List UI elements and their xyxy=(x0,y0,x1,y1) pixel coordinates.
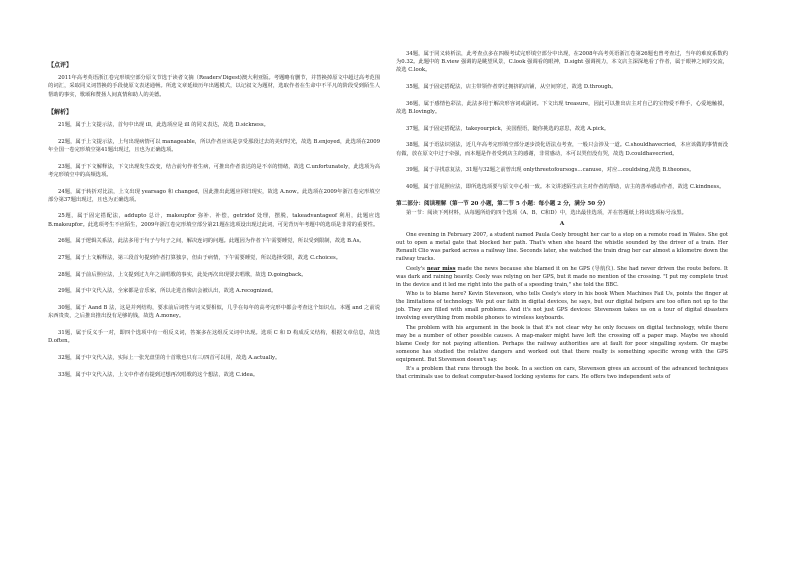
analysis-item-32: 32题，属于中文代入法，实际上一张光盘里的十首歌也只有三/四首可以用，故选 A.actually。 xyxy=(58,354,281,361)
passage-paragraph xyxy=(396,265,728,289)
analysis-item-35: 35题，属于固定搭配法，店主带领作者穿过拥挤的店铺，从空间穿过，故选 D.through。 xyxy=(406,84,617,91)
passage-paragraph: One evening in February 2007, a student named Paula Ceely brought her car to a stop on a remote road in Wales. She got out to open a metal gate that blocked her path. That's when she heard the whistle sounded by the driver of a train. Her Renault Clio was parked across a railway line. Seconds later, she watched the train drag her car almost a kilometre down the railway tracks. xyxy=(396,232,728,263)
passage-paragraph: It's a problem that runs through the book. In a section on cars, Stevenson gives an account of the advanced techniques that criminals use to defeat computer-based locking systems for cars. He offers two independent sets of xyxy=(396,366,728,381)
passage-paragraph: Who is to blame here? Kevin Stevenson, who tells Ceely's story in his book When Machines Fail Us, points the finger at the limitations of technology. We put our faith in digital devices, he says, but our digital helpers are too often not up to the job. They are filled with small problems. And it's not just GPS devices: Stevenson takes us on a tour of digital disasters involving everything from mobile phones to wireless keyboards. xyxy=(396,291,728,322)
analysis-item-21: 21题，属于上文提示法，首句中出现 ill，此选项应是 ill 的同义表达，故选 D.sickness。 xyxy=(58,122,269,129)
passage-text: Ceely's xyxy=(406,265,427,272)
analysis-item-30: 30题，属于 Aand B 法，这是并列结构，要求前后词性与词义要相似，几乎在每年的高考完形中都会考查这个知识点。本题 and 之前说东西贵贵，之后推出推出没有足够的钱，故选 A.money。 xyxy=(48,305,380,320)
analysis-item-38: 38题，属于语法识别法，近几年高考完形填空部分逐步淡化语法点考查，一般只会涉及一道。C.shouldhavecried，本应该做的事情而没有做，放在原文中过于牵强，而本题是作者受到店主的感谢，非常感动，本可以哭但没有哭，故选 D.couldhavecried。 xyxy=(396,142,728,157)
analysis-item-37: 37题，属于固定搭配法，takeyourpick，美国俚语，随你挑选的意思，故选 A.pick。 xyxy=(406,125,610,132)
analysis-item-36: 36题，属于感情色彩法，此法多用于解决形容词或副词。下文出现 treasure，因此可以推出店主对自己的宝物爱不释手，心爱地触摸，故选 B.lovingly。 xyxy=(396,100,728,116)
analysis-item-33: 33题，属于中文代入法，上文中作者有提到过想再次唱歌的这个想法，故选 C.idea。 xyxy=(58,371,259,378)
analysis-heading: 【解析】 xyxy=(48,108,73,116)
analysis-item-26: 26题，属于逻辑关系法，此法多用于句子与句子之间，解决连词的问题。此题因为作者下午需要睡觉，所以受到限制，故选 B.As。 xyxy=(58,238,365,245)
analysis-item-22: 22题，属于上文提示法，上句出现病情可以 manageable，所以作者应该是享受那段过去的美好时光，故选 B.enjoyed，此选项在2009年全国一卷完形填空第41题出现过，且也为正确选项。 xyxy=(48,138,380,153)
analysis-item-25: 25题，属于固定搭配法，addupto 总计，makeupfor 弥补、补偿，getridof 处理，摆脱，takeadvantageof 利用，此题应选 B.makeupfor。此选项考生不应陌生，2009年浙江卷完形填空部分第21题在选项设出现过此词，可见背历年考题中的选项是非常的重要性。 xyxy=(48,213,380,228)
analysis-item-28: 28题，属于前后照应法，上文提到过九年之前唱歌的事实，此处再次出现要去唱歌，故选 D.goingback。 xyxy=(58,271,307,278)
right-column xyxy=(396,50,728,383)
comment-text: 2011年高考英语浙江卷完形填空部分原文节选于读者文摘（Readers'Digest)澳大利亚版。考题略有删节，并替换掉原文中超过高考范围的词汇，采取同义词替换的手段使原文表述通畅。所选文章延续历年出题模式，以记叙文为题材，选取作者在生命中不平凡的阶段受到陌生人帮助的事实，歌颂和赞扬人间真情和助人的美德。 xyxy=(48,75,380,98)
comment-heading: 【点评】 xyxy=(48,62,73,69)
analysis-item-31: 31题，属于反义手一对，即四个选项中有一组反义词，答案多在这组反义词中出现。选项 C 和 D 构成反义结构，根据文章信息，故选 D.often。 xyxy=(48,330,380,345)
analysis-item-24: 24题，属于转折对比法，上文出现 yearsago 和 changed，因此推出此题应回归现实，故选 A.now。此选项在2009年浙江卷完形填空部分第37题出现过，且也为正确选项。 xyxy=(48,188,380,203)
passage-a xyxy=(396,231,728,381)
passage-paragraph: The problem with his argument in the book is that it's not clear why he only focuses on digital technology, while there may be a number of other possible causes. A map-maker might have left the crossing off a paper map. Maybe we should blame Ceely for not paying attention. Perhaps the railway authorities are at fault for poor singalling system. Or maybe someone has studied the relative dangers and worked out that there really is something specific wrong with the GPS equipment. But Stevenson doesn't say. xyxy=(396,324,728,363)
passage-label: A xyxy=(559,221,565,228)
left-column xyxy=(48,50,380,387)
analysis-item-34: 34题，属于同义转析法，此考查点多在四级考试完形填空部分中出现，在2008年高考英语浙江卷第26题也曾考查过，当年的难度系数约为0.32。此题中的 B.view 强调的是眺望风景，C.look 强调看的眼神，D.sight 强调视力，本文店主深深地看了作者，属于眼神之间的交流，故选 C.look。 xyxy=(396,51,728,74)
analysis-item-39: 39题，属于寻找意复法，31题与32题之前曾出现 onlythreetofoursogs…canuse，对应…couldsing,故选 B.theones。 xyxy=(406,167,695,174)
underlined-phrase: near miss xyxy=(426,265,456,272)
passage-text: made the news because she blamed it on he GPS (导航仪). She had never driven the route before. It was dark and raining heavily. Ceely was relying on her GPS, but it made no mention of the crossing. "I put my complete trust in the device and it led me right into the path of a speeding train," she told the BBC. xyxy=(396,265,728,288)
reading-instruction: 第一节：阅读下列材料，从每题所给的四个选项（A、B、C和D）中，选出最佳选项，并在答题纸上将该选项标号涂黑。 xyxy=(406,209,687,216)
analysis-item-40: 40题，属于首尾照应法，即所选选项要与原文中心相一致。本文讲述陌生店主对作者的帮助，店主的善举感动作者，故选 C.kindness。 xyxy=(406,184,725,191)
analysis-item-29: 29题，属于中文代入法，全家都是音乐家，所以走进音像店会被认出，故选 A.recognized。 xyxy=(58,288,277,295)
reading-section-title: 第二部分：阅读理解（第一节 20 小题，第二节 5 小题：每小题 2 分，满分 50 分） xyxy=(396,200,609,207)
analysis-item-23: 23题，属于下文解释法，下文出现发生改变，结合前句作者生病，可推出作者表达的是不幸的情绪，故选 C.unfortunately，此选项为高考完形填空中的高频选项。 xyxy=(48,163,380,178)
analysis-item-27: 27题，属于上文解释法，第三段首句提到作者打算独享，但由于病情，下午需要睡觉，所以选择受限，故选 C.choices。 xyxy=(58,255,342,262)
